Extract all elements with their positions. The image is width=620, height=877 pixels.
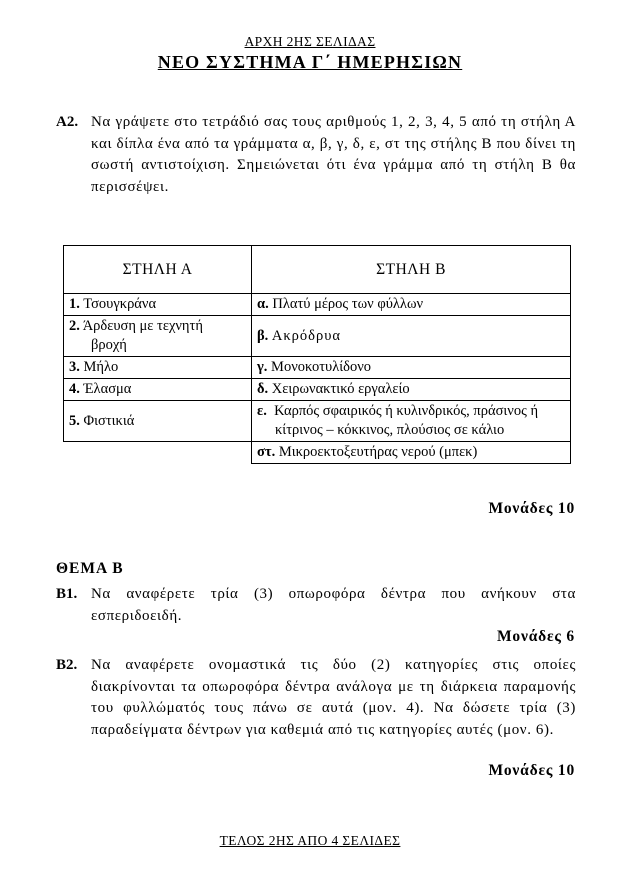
item-text: Έλασμα — [83, 381, 132, 397]
item-letter: ε. — [257, 403, 267, 419]
item-letter: γ. — [257, 359, 268, 375]
item-text: Φιστικιά — [83, 412, 135, 429]
question-a2-number: Α2. — [56, 114, 79, 130]
item-text: Μήλο — [83, 359, 119, 375]
section-theme-b-heading: ΘΕΜΑ Β — [56, 560, 124, 577]
item-number: 3. — [69, 359, 80, 375]
column-a-cell — [64, 357, 252, 379]
table-row — [64, 294, 571, 316]
item-number: 5. — [69, 412, 80, 429]
item-letter: α. — [257, 296, 269, 312]
table-row — [64, 401, 571, 442]
table-header-row — [64, 246, 571, 294]
column-a-cell — [64, 316, 252, 357]
item-text: Μικροεκτοξευτήρας νερού (μπεκ) — [278, 444, 478, 460]
table-row — [64, 357, 571, 379]
column-a-cell — [64, 294, 252, 316]
exam-title: ΝΕΟ ΣΥΣΤΗΜΑ Γ΄ ΗΜΕΡΗΣΙΩΝ — [157, 52, 463, 72]
column-b-cell — [252, 401, 571, 442]
item-number: 2. — [69, 318, 80, 334]
score-a2: Μονάδες 10 — [488, 500, 575, 517]
question-b2-number: Β2. — [56, 657, 78, 673]
question-b2 — [56, 655, 576, 741]
column-a-cell — [64, 401, 252, 442]
table-row — [64, 442, 571, 464]
column-a-cell-empty — [64, 442, 252, 464]
score-b2: Μονάδες 10 — [488, 762, 575, 779]
column-b-cell — [252, 442, 571, 464]
table-row — [64, 379, 571, 401]
question-b1 — [56, 584, 576, 627]
question-b1-number: Β1. — [56, 586, 78, 602]
item-letter: στ. — [257, 444, 276, 460]
question-a2-text: Να γράψετε στο τετράδιό σας τους αριθμούς 1, 2, 3, 4, 5 από τη στήλη Α και δίπλα ένα από τα γράμματα α, β, γ, δ, ε, στ της στήλης Β που δίνει τη σωστή αντιστοίχιση. Σημειώνεται ότι ένα γράμμα από τη στήλη Β θα περισσέψει. — [91, 114, 576, 195]
question-b1-text: Να αναφέρετε τρία (3) οπωροφόρα δέντρα που ανήκουν στα εσπεριδοειδή. — [91, 586, 576, 624]
item-text: Χειρωνακτικό εργαλείο — [271, 381, 410, 397]
item-number: 1. — [69, 296, 80, 312]
item-text: Καρπός σφαιρικός ή κυλινδρικός, πράσινος ή κίτρινος – κόκκινος, πλούσιος σε κάλιο — [274, 403, 539, 438]
score-b1: Μονάδες 6 — [497, 628, 575, 645]
matching-table — [63, 245, 571, 464]
item-letter: β. — [257, 327, 269, 344]
item-number: 4. — [69, 381, 80, 397]
column-b-cell — [252, 379, 571, 401]
item-text-continued: βροχή — [91, 337, 127, 353]
item-text: Άρδευση με τεχνητή — [82, 318, 203, 334]
column-b-cell — [252, 294, 571, 316]
column-b-header: ΣΤΗΛΗ Β — [252, 246, 571, 294]
item-text: Μονοκοτυλίδονο — [271, 359, 372, 375]
item-text: Ακρόδρυα — [271, 327, 341, 344]
table-row — [64, 316, 571, 357]
page-end-footer: ΤΕΛΟΣ 2ΗΣ ΑΠΟ 4 ΣΕΛΙΔΕΣ — [219, 833, 401, 848]
column-b-cell — [252, 316, 571, 357]
question-a2 — [56, 112, 576, 198]
column-b-cell — [252, 357, 571, 379]
item-text: Τσουγκράνα — [83, 296, 157, 312]
column-a-cell — [64, 379, 252, 401]
item-text: Πλατύ μέρος των φύλλων — [272, 296, 424, 312]
column-a-header: ΣΤΗΛΗ Α — [64, 246, 252, 294]
page-start-header: ΑΡΧΗ 2ΗΣ ΣΕΛΙΔΑΣ — [244, 34, 376, 49]
item-letter: δ. — [257, 381, 269, 397]
question-b2-text: Να αναφέρετε ονομαστικά τις δύο (2) κατηγορίες στις οποίες διακρίνονται τα οπωροφόρα δέντρα ανάλογα με τη διάρκεια παραμονής του φυλλώματός τους πάνω σε αυτά (μον. 4). Να δώσετε τρία (3) παραδείγματα δέντρων για καθεμιά από τις κατηγορίες αυτές (μον. 6). — [91, 657, 576, 738]
